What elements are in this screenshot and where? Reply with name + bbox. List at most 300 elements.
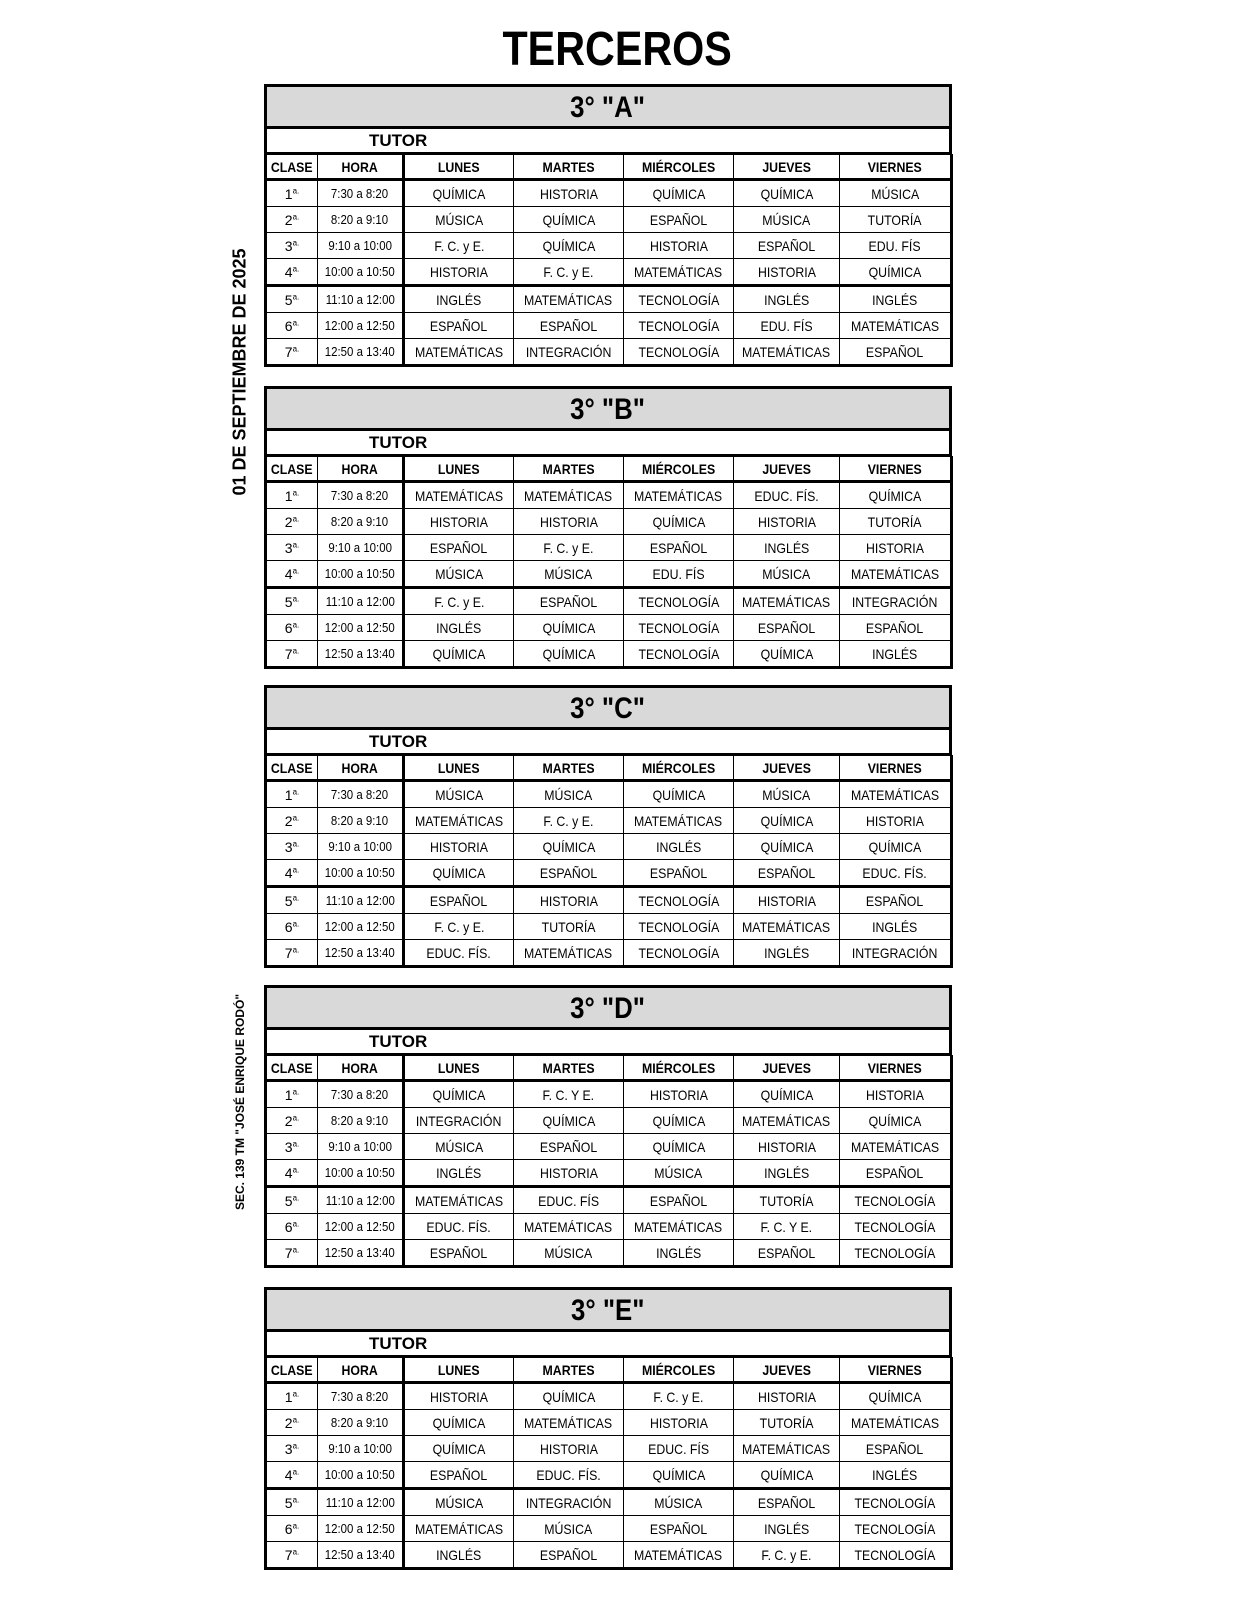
class-number-cell bbox=[266, 259, 318, 286]
subject-name: HISTORIA bbox=[757, 263, 816, 280]
column-header bbox=[514, 1056, 624, 1081]
subject-name: MÚSICA bbox=[544, 565, 593, 582]
subject-cell bbox=[734, 1134, 840, 1160]
time-range: 8:20 a 9:10 bbox=[331, 1415, 389, 1430]
subject-cell bbox=[404, 1410, 514, 1436]
class-ordinal: a. bbox=[292, 539, 300, 549]
subject-name: QUÍMICA bbox=[432, 185, 486, 202]
subject-name: F. C. y E. bbox=[761, 1546, 812, 1563]
class-ordinal: a. bbox=[292, 619, 300, 629]
subject-name: ESPAÑOL bbox=[649, 1520, 708, 1537]
class-ordinal: a. bbox=[292, 1414, 300, 1424]
class-ordinal: a. bbox=[292, 918, 300, 928]
table-row bbox=[266, 1134, 952, 1160]
subject-cell bbox=[514, 1108, 624, 1134]
group-header bbox=[264, 386, 952, 428]
subject-name: HISTORIA bbox=[430, 838, 488, 855]
class-number: 7 bbox=[284, 1244, 293, 1261]
time-range: 11:10 a 12:00 bbox=[325, 1495, 395, 1510]
table-row bbox=[266, 914, 952, 940]
subject-name: ESPAÑOL bbox=[866, 343, 924, 360]
subject-name: ESPAÑOL bbox=[866, 1164, 924, 1181]
subject-name: EDUC. FÍS. bbox=[426, 1218, 492, 1235]
time-range: 9:10 a 10:00 bbox=[328, 839, 392, 854]
subject-name: QUÍMICA bbox=[652, 1138, 705, 1155]
subject-cell bbox=[404, 1214, 514, 1240]
group-name: 3° "B" bbox=[570, 393, 646, 426]
subject-name: ESPAÑOL bbox=[757, 237, 816, 254]
class-number-cell bbox=[266, 1489, 318, 1516]
class-number-cell bbox=[266, 313, 318, 339]
subject-name: QUÍMICA bbox=[542, 645, 595, 662]
column-header bbox=[266, 1358, 318, 1383]
subject-cell bbox=[404, 1383, 514, 1410]
subject-cell bbox=[734, 1383, 840, 1410]
subject-cell bbox=[624, 1542, 734, 1569]
subject-name: HISTORIA bbox=[866, 1086, 924, 1103]
table-row bbox=[266, 1436, 952, 1462]
subject-cell bbox=[624, 1516, 734, 1542]
class-number-cell bbox=[266, 887, 318, 914]
column-header-row bbox=[266, 457, 952, 482]
class-ordinal: a. bbox=[292, 317, 300, 327]
subject-name: ESPAÑOL bbox=[649, 211, 708, 228]
class-number: 3 bbox=[284, 539, 293, 556]
subject-name: EDU. FÍS bbox=[868, 237, 922, 254]
class-number: 6 bbox=[284, 317, 293, 334]
subject-cell bbox=[404, 207, 514, 233]
schedule-group bbox=[264, 1287, 952, 1570]
time-range: 9:10 a 10:00 bbox=[328, 1441, 392, 1456]
subject-cell bbox=[624, 615, 734, 641]
subject-name: TUTORÍA bbox=[541, 918, 596, 935]
class-number: 2 bbox=[284, 1112, 293, 1129]
class-number: 1 bbox=[284, 1388, 293, 1405]
tutor-row bbox=[264, 428, 952, 456]
schedule-group bbox=[264, 84, 952, 367]
subject-name: MATEMÁTICAS bbox=[524, 291, 613, 308]
column-header-label: CLASE bbox=[271, 158, 313, 175]
subject-cell bbox=[514, 1081, 624, 1108]
subject-name: HISTORIA bbox=[539, 513, 598, 530]
time-cell bbox=[318, 1187, 404, 1214]
subject-cell bbox=[404, 1081, 514, 1108]
column-header-label: MARTES bbox=[542, 759, 595, 776]
subject-name: TECNOLOGÍA bbox=[854, 1546, 936, 1563]
table-row bbox=[266, 561, 952, 588]
subject-cell bbox=[624, 1462, 734, 1489]
subject-cell bbox=[514, 339, 624, 366]
subject-name: MÚSICA bbox=[544, 1520, 593, 1537]
class-ordinal: a. bbox=[292, 786, 300, 796]
tutor-row bbox=[264, 126, 952, 154]
subject-name: EDUC. FÍS bbox=[648, 1440, 709, 1457]
subject-name: HISTORIA bbox=[539, 185, 598, 202]
table-row bbox=[266, 482, 952, 509]
page-title: TERCEROS bbox=[502, 23, 732, 76]
time-range: 7:30 a 8:20 bbox=[331, 1087, 389, 1102]
subject-cell bbox=[840, 588, 952, 615]
time-cell bbox=[318, 259, 404, 286]
subject-cell bbox=[840, 286, 952, 313]
column-header-label: VIERNES bbox=[867, 158, 923, 175]
class-ordinal: a. bbox=[292, 1192, 300, 1202]
subject-name: ESPAÑOL bbox=[430, 1244, 488, 1261]
time-cell bbox=[318, 1489, 404, 1516]
subject-name: MATEMÁTICAS bbox=[742, 593, 831, 610]
time-range: 8:20 a 9:10 bbox=[331, 212, 389, 227]
class-number-cell bbox=[266, 860, 318, 887]
subject-cell bbox=[514, 1134, 624, 1160]
time-cell bbox=[318, 1436, 404, 1462]
class-ordinal: a. bbox=[292, 645, 300, 655]
table-row bbox=[266, 233, 952, 259]
subject-cell bbox=[734, 259, 840, 286]
subject-name: MATEMÁTICAS bbox=[634, 1218, 723, 1235]
subject-name: HISTORIA bbox=[430, 1388, 488, 1405]
subject-cell bbox=[734, 286, 840, 313]
subject-name: ESPAÑOL bbox=[757, 864, 816, 881]
subject-name: ESPAÑOL bbox=[757, 619, 816, 636]
subject-cell bbox=[840, 1489, 952, 1516]
time-range: 12:50 a 13:40 bbox=[325, 1547, 395, 1562]
subject-name: QUÍMICA bbox=[652, 185, 705, 202]
subject-cell bbox=[404, 887, 514, 914]
subject-cell bbox=[840, 781, 952, 808]
group-header bbox=[264, 1287, 952, 1329]
subject-cell bbox=[734, 233, 840, 259]
class-number-cell bbox=[266, 509, 318, 535]
class-number: 5 bbox=[284, 593, 293, 610]
subject-name: QUÍMICA bbox=[868, 1112, 922, 1129]
subject-name: EDU. FÍS bbox=[760, 317, 813, 334]
schedule-table bbox=[264, 1357, 953, 1570]
subject-name: INGLÉS bbox=[436, 291, 482, 308]
column-header bbox=[624, 457, 734, 482]
subject-cell bbox=[734, 1160, 840, 1187]
table-row bbox=[266, 641, 952, 668]
table-row bbox=[266, 1542, 952, 1569]
column-header-label: LUNES bbox=[438, 1059, 480, 1076]
class-ordinal: a. bbox=[292, 1388, 300, 1398]
subject-cell bbox=[514, 1516, 624, 1542]
subject-name: EDUC. FÍS. bbox=[536, 1466, 601, 1483]
subject-name: TUTORÍA bbox=[759, 1414, 814, 1431]
class-number-cell bbox=[266, 233, 318, 259]
class-ordinal: a. bbox=[292, 1244, 300, 1254]
class-number-cell bbox=[266, 808, 318, 834]
time-range: 10:00 a 10:50 bbox=[325, 865, 395, 880]
class-number-cell bbox=[266, 482, 318, 509]
subject-name: MATEMÁTICAS bbox=[634, 263, 723, 280]
subject-cell bbox=[514, 834, 624, 860]
time-range: 8:20 a 9:10 bbox=[331, 514, 389, 529]
column-header bbox=[514, 457, 624, 482]
subject-name: MÚSICA bbox=[435, 565, 483, 582]
subject-name: MATEMÁTICAS bbox=[742, 1440, 831, 1457]
group-name: 3° "A" bbox=[570, 91, 646, 124]
class-number-cell bbox=[266, 1436, 318, 1462]
subject-cell bbox=[734, 339, 840, 366]
class-ordinal: a. bbox=[292, 237, 300, 247]
subject-cell bbox=[624, 588, 734, 615]
table-row bbox=[266, 535, 952, 561]
subject-name: EDUC. FÍS. bbox=[426, 944, 492, 961]
subject-cell bbox=[840, 615, 952, 641]
subject-cell bbox=[404, 259, 514, 286]
subject-name: TECNOLOGÍA bbox=[638, 918, 719, 935]
subject-name: INGLÉS bbox=[872, 918, 918, 935]
class-ordinal: a. bbox=[292, 565, 300, 575]
column-header-label: MARTES bbox=[542, 1059, 595, 1076]
subject-cell bbox=[514, 808, 624, 834]
subject-cell bbox=[734, 1542, 840, 1569]
class-number: 4 bbox=[284, 263, 293, 280]
subject-name: TECNOLOGÍA bbox=[854, 1244, 936, 1261]
time-range: 11:10 a 12:00 bbox=[325, 893, 395, 908]
subject-cell bbox=[404, 1240, 514, 1267]
subject-cell bbox=[514, 860, 624, 887]
subject-name: MATEMÁTICAS bbox=[634, 812, 723, 829]
subject-cell bbox=[514, 1187, 624, 1214]
subject-name: MATEMÁTICAS bbox=[850, 317, 940, 334]
subject-name: F. C. y E. bbox=[543, 263, 594, 280]
subject-cell bbox=[404, 313, 514, 339]
subject-name: QUÍMICA bbox=[542, 211, 595, 228]
subject-cell bbox=[624, 313, 734, 339]
subject-name: EDUC. FÍS bbox=[538, 1192, 599, 1209]
column-header-label: HORA bbox=[341, 1059, 379, 1076]
class-number: 1 bbox=[284, 487, 293, 504]
time-cell bbox=[318, 313, 404, 339]
subject-cell bbox=[404, 860, 514, 887]
subject-cell bbox=[734, 588, 840, 615]
time-cell bbox=[318, 808, 404, 834]
column-header bbox=[624, 756, 734, 781]
subject-name: TECNOLOGÍA bbox=[638, 944, 719, 961]
time-cell bbox=[318, 1160, 404, 1187]
subject-cell bbox=[734, 313, 840, 339]
subject-name: MÚSICA bbox=[544, 786, 593, 803]
subject-name: INGLÉS bbox=[872, 645, 918, 662]
subject-name: QUÍMICA bbox=[652, 513, 705, 530]
subject-name: QUÍMICA bbox=[432, 645, 486, 662]
table-row bbox=[266, 887, 952, 914]
subject-name: MATEMÁTICAS bbox=[742, 343, 831, 360]
class-number-cell bbox=[266, 1383, 318, 1410]
subject-cell bbox=[404, 180, 514, 207]
subject-cell bbox=[840, 313, 952, 339]
subject-name: QUÍMICA bbox=[542, 237, 595, 254]
column-header-label: CLASE bbox=[271, 1361, 313, 1378]
subject-cell bbox=[404, 286, 514, 313]
column-header bbox=[404, 457, 514, 482]
subject-name: INGLÉS bbox=[655, 1244, 702, 1261]
subject-cell bbox=[624, 207, 734, 233]
time-range: 12:50 a 13:40 bbox=[325, 646, 395, 661]
subject-cell bbox=[734, 509, 840, 535]
subject-cell bbox=[624, 286, 734, 313]
subject-name: ESPAÑOL bbox=[430, 317, 488, 334]
subject-cell bbox=[624, 509, 734, 535]
subject-name: TECNOLOGÍA bbox=[854, 1192, 936, 1209]
time-range: 10:00 a 10:50 bbox=[325, 1165, 395, 1180]
subject-name: ESPAÑOL bbox=[430, 892, 488, 909]
table-row bbox=[266, 180, 952, 207]
subject-cell bbox=[840, 1462, 952, 1489]
subject-name: QUÍMICA bbox=[868, 1388, 922, 1405]
subject-name: INGLÉS bbox=[436, 1164, 482, 1181]
subject-cell bbox=[840, 860, 952, 887]
subject-cell bbox=[734, 207, 840, 233]
time-range: 8:20 a 9:10 bbox=[331, 1113, 389, 1128]
column-header bbox=[840, 457, 952, 482]
subject-cell bbox=[840, 482, 952, 509]
time-cell bbox=[318, 1516, 404, 1542]
class-number: 6 bbox=[284, 918, 293, 935]
column-header-label: MIÉRCOLES bbox=[641, 1059, 716, 1076]
time-cell bbox=[318, 1542, 404, 1569]
subject-cell bbox=[734, 1081, 840, 1108]
subject-cell bbox=[624, 1489, 734, 1516]
time-range: 12:00 a 12:50 bbox=[325, 1219, 395, 1234]
group-header bbox=[264, 685, 952, 727]
subject-name: MÚSICA bbox=[544, 1244, 593, 1261]
subject-cell bbox=[404, 1187, 514, 1214]
time-range: 10:00 a 10:50 bbox=[325, 1467, 395, 1482]
side-school-label: SEC. 139 TM "JOSÉ ENRIQUE RODÓ" bbox=[233, 993, 247, 1211]
subject-cell bbox=[514, 180, 624, 207]
class-number-cell bbox=[266, 1516, 318, 1542]
subject-cell bbox=[514, 641, 624, 668]
subject-name: ESPAÑOL bbox=[539, 593, 598, 610]
subject-name: TECNOLOGÍA bbox=[638, 645, 719, 662]
subject-cell bbox=[840, 914, 952, 940]
subject-cell bbox=[404, 615, 514, 641]
subject-name: QUÍMICA bbox=[542, 619, 595, 636]
class-number: 2 bbox=[284, 812, 293, 829]
subject-name: QUÍMICA bbox=[652, 786, 705, 803]
class-number: 7 bbox=[284, 944, 293, 961]
class-number-cell bbox=[266, 1187, 318, 1214]
column-header bbox=[734, 457, 840, 482]
column-header bbox=[266, 457, 318, 482]
subject-cell bbox=[624, 1134, 734, 1160]
column-header-label: MIÉRCOLES bbox=[641, 1361, 716, 1378]
time-range: 7:30 a 8:20 bbox=[331, 787, 389, 802]
subject-cell bbox=[840, 1240, 952, 1267]
subject-cell bbox=[624, 1240, 734, 1267]
subject-cell bbox=[514, 1542, 624, 1569]
time-cell bbox=[318, 482, 404, 509]
subject-cell bbox=[624, 808, 734, 834]
column-header bbox=[734, 1056, 840, 1081]
tutor-label: TUTOR bbox=[369, 732, 428, 751]
subject-name: ESPAÑOL bbox=[430, 1466, 488, 1483]
time-cell bbox=[318, 180, 404, 207]
class-number: 5 bbox=[284, 1494, 293, 1511]
class-number: 2 bbox=[284, 513, 293, 530]
class-number: 2 bbox=[284, 1414, 293, 1431]
time-range: 7:30 a 8:20 bbox=[331, 488, 389, 503]
subject-cell bbox=[840, 834, 952, 860]
column-header-label: MARTES bbox=[542, 158, 595, 175]
subject-cell bbox=[404, 1134, 514, 1160]
tutor-label: TUTOR bbox=[369, 131, 428, 150]
column-header bbox=[514, 1358, 624, 1383]
table-row bbox=[266, 588, 952, 615]
table-row bbox=[266, 1516, 952, 1542]
group-header bbox=[264, 84, 952, 126]
subject-name: QUÍMICA bbox=[760, 1466, 813, 1483]
class-number-cell bbox=[266, 1410, 318, 1436]
subject-cell bbox=[840, 509, 952, 535]
column-header-label: VIERNES bbox=[867, 1059, 923, 1076]
subject-cell bbox=[840, 180, 952, 207]
subject-cell bbox=[734, 482, 840, 509]
table-row bbox=[266, 860, 952, 887]
class-number-cell bbox=[266, 940, 318, 967]
subject-name: INGLÉS bbox=[763, 1520, 810, 1537]
subject-name: HISTORIA bbox=[649, 1086, 708, 1103]
subject-cell bbox=[624, 940, 734, 967]
tutor-label: TUTOR bbox=[369, 1334, 428, 1353]
table-row bbox=[266, 1383, 952, 1410]
subject-cell bbox=[514, 482, 624, 509]
subject-cell bbox=[840, 561, 952, 588]
table-row bbox=[266, 1108, 952, 1134]
class-number: 7 bbox=[284, 343, 293, 360]
time-cell bbox=[318, 561, 404, 588]
subject-name: HISTORIA bbox=[539, 1440, 598, 1457]
time-cell bbox=[318, 1214, 404, 1240]
subject-cell bbox=[734, 1108, 840, 1134]
subject-cell bbox=[840, 233, 952, 259]
subject-cell bbox=[734, 808, 840, 834]
subject-name: QUÍMICA bbox=[652, 1112, 705, 1129]
subject-name: INGLÉS bbox=[436, 619, 482, 636]
subject-name: QUÍMICA bbox=[760, 838, 813, 855]
subject-name: F. C. y E. bbox=[543, 539, 594, 556]
column-header-label: HORA bbox=[341, 1361, 379, 1378]
column-header bbox=[734, 155, 840, 180]
tutor-label: TUTOR bbox=[369, 1032, 428, 1051]
subject-cell bbox=[734, 860, 840, 887]
class-ordinal: a. bbox=[292, 812, 300, 822]
subject-name: MÚSICA bbox=[654, 1164, 703, 1181]
table-row bbox=[266, 509, 952, 535]
column-header-label: CLASE bbox=[271, 759, 313, 776]
subject-name: MATEMÁTICAS bbox=[850, 786, 940, 803]
subject-cell bbox=[734, 1462, 840, 1489]
time-range: 11:10 a 12:00 bbox=[325, 594, 395, 609]
subject-cell bbox=[840, 1134, 952, 1160]
subject-cell bbox=[624, 1160, 734, 1187]
subject-name: MATEMÁTICAS bbox=[634, 487, 723, 504]
table-row bbox=[266, 1489, 952, 1516]
schedule-group bbox=[264, 985, 952, 1268]
subject-name: EDU. FÍS bbox=[652, 565, 705, 582]
subject-cell bbox=[624, 1410, 734, 1436]
subject-cell bbox=[734, 781, 840, 808]
subject-name: F. C. y E. bbox=[653, 1388, 704, 1405]
subject-cell bbox=[734, 914, 840, 940]
subject-cell bbox=[624, 233, 734, 259]
time-cell bbox=[318, 1108, 404, 1134]
subject-cell bbox=[514, 887, 624, 914]
subject-name: QUÍMICA bbox=[760, 185, 813, 202]
column-header bbox=[514, 155, 624, 180]
